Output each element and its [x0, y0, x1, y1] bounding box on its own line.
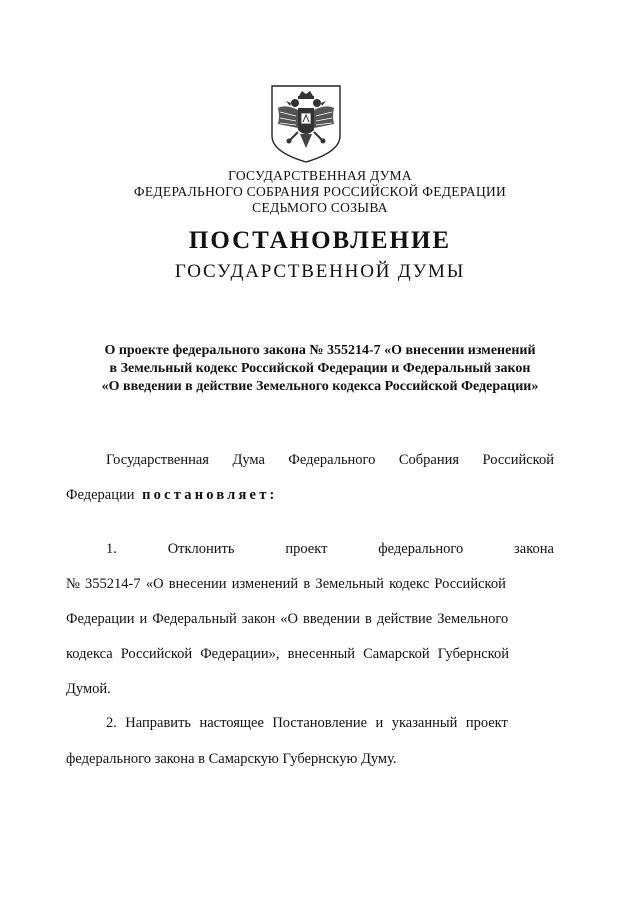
- item-2-line-1: 2. Направить настоящее Постановление и указанный проект: [106, 715, 508, 731]
- header-line-2: ФЕДЕРАЛЬНОГО СОБРАНИЯ РОССИЙСКОЙ ФЕДЕРАЦИИ: [133, 184, 507, 199]
- intro-line-2-start: Федерации: [66, 487, 135, 503]
- subject-line-3: «О введении в действие Земельного кодекса Российской Федерации»: [101, 379, 539, 394]
- intro-word: Собрания: [398, 452, 460, 468]
- document-subtitle: ГОСУДАРСТВЕННОЙ ДУМЫ: [174, 261, 466, 282]
- header-line-1: ГОСУДАРСТВЕННАЯ ДУМА: [228, 168, 412, 183]
- document-title: ПОСТАНОВЛЕНИЕ: [188, 227, 452, 254]
- item-2-line-2: федерального закона в Самарскую Губернскую Думу.: [66, 751, 397, 767]
- item-1-line-4: кодекса Российской Федерации», внесенный Самарской Губернской: [66, 646, 509, 662]
- subject-line-1: О проекте федерального закона № 355214-7 «О внесении изменений: [104, 343, 536, 358]
- intro-line-1: [106, 450, 554, 470]
- item-1-line-1: [106, 539, 554, 559]
- intro-word: Дума: [232, 452, 265, 468]
- item-1-line-5: Думой.: [66, 681, 111, 697]
- header-line-3: СЕДЬМОГО СОЗЫВА: [252, 200, 388, 215]
- item-1-word: федерального: [378, 541, 464, 557]
- subject-line-2: в Земельный кодекс Российской Федерации и Федеральный закон: [109, 361, 531, 376]
- double-headed-eagle-icon: [268, 82, 344, 164]
- item-1-line-3: Федерации и Федеральный закон «О введении в действие Земельного: [66, 611, 509, 627]
- item-1-line-2: № 355214-7 «О внесении изменений в Земельный кодекс Российской: [66, 576, 506, 592]
- item-1-word: Отклонить: [167, 541, 235, 557]
- resolves-keyword: постановляет:: [142, 487, 278, 503]
- item-1-word: проект: [285, 541, 328, 557]
- intro-word: Государственная: [106, 452, 209, 468]
- intro-word: Федерального: [288, 452, 376, 468]
- item-1-word: 1.: [106, 541, 117, 557]
- item-1-word: закона: [514, 541, 554, 557]
- intro-word: Российской: [482, 452, 554, 468]
- intro-line-2: [66, 485, 554, 505]
